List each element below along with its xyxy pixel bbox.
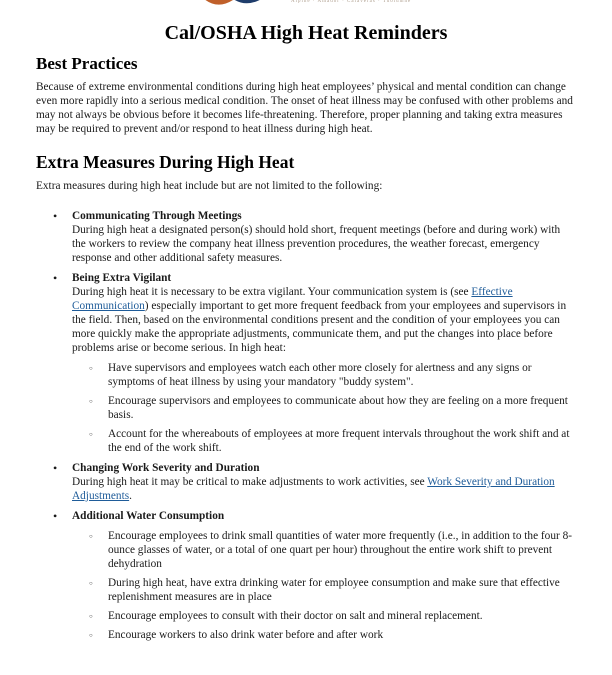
sub-list-item: ○ Encourage workers to also drink water before and after work <box>72 628 574 642</box>
item-text: During high heat a designated person(s) should hold short, frequent meetings (before and during work) with the workers to review the company heat illness prevention procedures, the weather forecast, emergency response and other additional safety measures. <box>72 224 561 264</box>
item-text: During high heat it is necessary to be extra vigilant. Your communication system is (see <box>72 286 472 298</box>
item-text: ) especially important to get more frequent feedback from your employees and supervisors in the field. Then, based on the environmental conditions present and the condition of your employees you can more quickly make the appropriate adjustments, communicate them, and put the changes into place before problems arise or become serious. In high heat: <box>72 300 567 354</box>
best-practices-heading: Best Practices <box>36 54 138 73</box>
extra-measures-list <box>36 209 574 642</box>
list-item <box>36 461 574 503</box>
work-severity-link[interactable]: Work Severity and Duration Adjustments <box>72 476 555 502</box>
organization-logo <box>191 0 431 16</box>
item-text: During high heat it may be critical to make adjustments to work activities, see <box>72 476 428 488</box>
effective-communication-link[interactable]: Effective Communication <box>72 286 513 312</box>
sub-list-item: ○ Have supervisors and employees watch each other more closely for alertness and any signs or symptoms of heat illness by using your mandatory "buddy system". <box>72 361 574 389</box>
item-title: • Additional Water Consumption <box>72 510 225 522</box>
document-body <box>36 54 574 648</box>
sub-list <box>72 361 574 455</box>
sub-list <box>72 529 574 642</box>
page-title: Cal/OSHA High Heat Reminders <box>164 22 448 44</box>
sub-list-item: ○ Account for the whereabouts of employees at more frequent intervals throughout the work shift and at the end of the work shift. <box>72 427 574 455</box>
item-title: • Communicating Through Meetings <box>72 210 242 222</box>
logo-subtext: Alpine · Amador · Calaveras · Tuolumne <box>291 0 412 4</box>
list-item <box>36 209 574 265</box>
sub-list-item: ○ During high heat, have extra drinking water for employee consumption and make sure that effective replenishment measures are in place <box>72 576 574 604</box>
sub-list-item: ○ Encourage employees to drink small quantities of water more frequently (i.e., in addition to the four 8-ounce glasses of water, or a total of one quart per hour) throughout the entire work shift to prevent dehydration <box>72 529 574 571</box>
item-title: • Being Extra Vigilant <box>72 272 172 284</box>
sub-list-item: ○ Encourage supervisors and employees to communicate about how they are feeling on a more frequent basis. <box>72 394 574 422</box>
extra-measures-intro: Extra measures during high heat include but are not limited to the following: <box>36 180 383 192</box>
best-practices-paragraph: Because of extreme environmental conditions during high heat employees’ physical and mental condition can change even more rapidly into a serious medical condition. The onset of heat illness may be confused with other problems and may not always be obvious before it becomes life-threatening. Therefore, proper planning and taking extra measures may be required to prevent and/or respond to heat illness during high heat. <box>36 81 573 135</box>
item-text: . <box>129 490 132 502</box>
sub-list-item: ○ Encourage employees to consult with their doctor on salt and mineral replacement. <box>72 609 574 623</box>
extra-measures-heading: Extra Measures During High Heat <box>36 152 295 172</box>
item-title: • Changing Work Severity and Duration <box>72 462 260 474</box>
list-item <box>36 271 574 455</box>
list-item <box>36 509 574 642</box>
